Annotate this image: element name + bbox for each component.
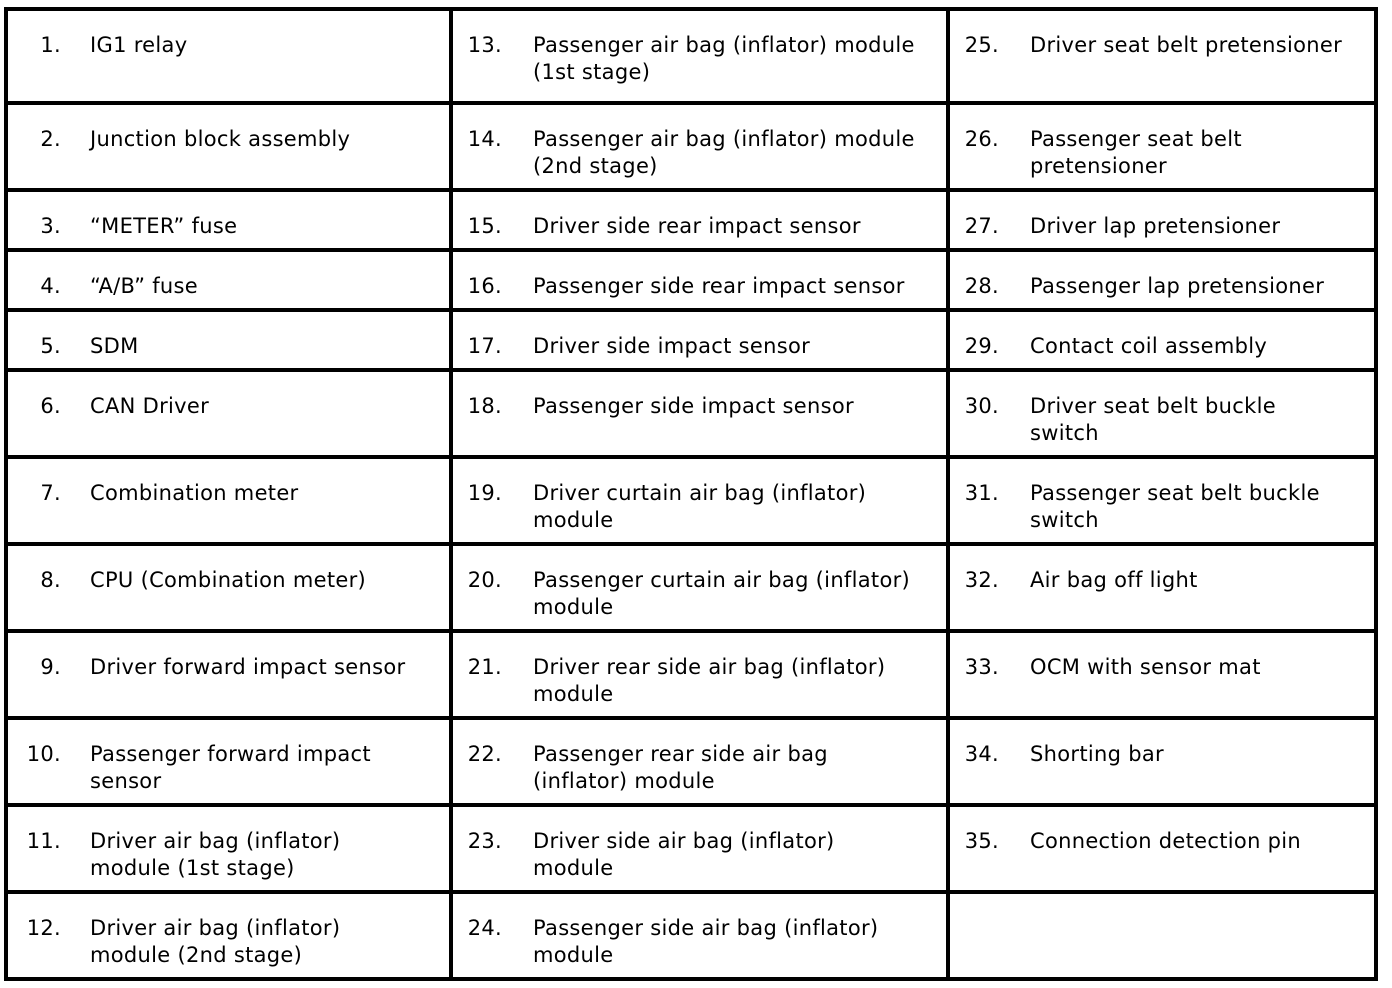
entry-label: Passenger side air bag (inflator) module: [533, 916, 879, 967]
legend-cell: [948, 250, 1376, 310]
legend-cell: [948, 103, 1376, 190]
legend-cell: [6, 190, 451, 250]
legend-row: [6, 718, 1376, 805]
legend-entry: [453, 372, 946, 420]
legend-cell: [948, 190, 1376, 250]
legend-entry: [8, 252, 449, 300]
entry-label: Driver side rear impact sensor: [533, 214, 861, 238]
entry-number: 25.: [964, 33, 999, 57]
entry-label: Passenger lap pretensioner: [1030, 274, 1325, 298]
entry-number: 17.: [467, 334, 502, 358]
entry-label: Driver rear side air bag (inflator) module: [533, 655, 886, 706]
entry-number: 33.: [964, 655, 999, 679]
legend-cell: [6, 250, 451, 310]
entry-number: 18.: [467, 394, 502, 418]
entry-number: 23.: [467, 829, 502, 853]
entry-label: Driver air bag (inflator) module (1st stage): [90, 829, 341, 880]
legend-entry: [453, 105, 946, 180]
entry-number: 35.: [964, 829, 999, 853]
legend-cell: [6, 103, 451, 190]
legend-row: [6, 310, 1376, 370]
legend-cell: [451, 310, 948, 370]
legend-body: [6, 9, 1376, 979]
legend-row: [6, 892, 1376, 979]
legend-entry: [950, 11, 1374, 59]
legend-cell: [451, 190, 948, 250]
legend-cell: [451, 370, 948, 457]
legend-row: [6, 631, 1376, 718]
entry-label: Passenger forward impact sensor: [90, 742, 371, 793]
entry-number: 3.: [40, 214, 61, 238]
legend-cell: [948, 457, 1376, 544]
legend-row: [6, 250, 1376, 310]
legend-row: [6, 103, 1376, 190]
legend-entry: [950, 720, 1374, 768]
legend-entry: [950, 372, 1374, 447]
entry-label: Passenger air bag (inflator) module (2nd stage): [533, 127, 915, 178]
entry-label: SDM: [90, 334, 139, 358]
entry-label: Passenger side rear impact sensor: [533, 274, 905, 298]
entry-label: Driver side impact sensor: [533, 334, 811, 358]
entry-number: 12.: [26, 916, 61, 940]
legend-entry: [950, 633, 1374, 681]
legend-cell: [948, 370, 1376, 457]
legend-entry: [453, 252, 946, 300]
legend-entry: [453, 807, 946, 882]
legend-entry: [8, 720, 449, 795]
entry-label: Passenger air bag (inflator) module (1st stage): [533, 33, 915, 84]
entry-label: “METER” fuse: [90, 214, 238, 238]
legend-cell: [451, 544, 948, 631]
legend-cell: [6, 805, 451, 892]
legend-entry: [950, 459, 1374, 534]
legend-cell: [451, 631, 948, 718]
legend-entry: [950, 192, 1374, 240]
entry-number: 8.: [40, 568, 61, 592]
entry-label: Driver side air bag (inflator) module: [533, 829, 835, 880]
entry-label: OCM with sensor mat: [1030, 655, 1261, 679]
legend-cell: [6, 370, 451, 457]
legend-entry: [8, 312, 449, 360]
entry-number: 20.: [467, 568, 502, 592]
legend-cell: [6, 631, 451, 718]
entry-label: Air bag off light: [1030, 568, 1198, 592]
entry-number: 5.: [40, 334, 61, 358]
entry-label: Passenger side impact sensor: [533, 394, 854, 418]
empty-cell: [948, 892, 1376, 979]
legend-cell: [451, 250, 948, 310]
entry-label: IG1 relay: [90, 33, 188, 57]
entry-number: 11.: [26, 829, 61, 853]
legend-cell: [948, 9, 1376, 103]
legend-entry: [8, 372, 449, 420]
entry-label: Driver air bag (inflator) module (2nd stage): [90, 916, 341, 967]
entry-number: 10.: [26, 742, 61, 766]
legend-entry: [8, 11, 449, 59]
legend-cell: [948, 310, 1376, 370]
entry-label: Passenger seat belt buckle switch: [1030, 481, 1320, 532]
entry-number: 7.: [40, 481, 61, 505]
entry-label: Driver lap pretensioner: [1030, 214, 1281, 238]
entry-number: 30.: [964, 394, 999, 418]
entry-number: 15.: [467, 214, 502, 238]
legend-row: [6, 457, 1376, 544]
legend-entry: [8, 807, 449, 882]
entry-number: 14.: [467, 127, 502, 151]
legend-cell: [6, 718, 451, 805]
legend-entry: [453, 633, 946, 708]
legend-entry: [453, 11, 946, 86]
legend-cell: [451, 103, 948, 190]
entry-label: CPU (Combination meter): [90, 568, 367, 592]
legend-entry: [8, 192, 449, 240]
entry-number: 2.: [40, 127, 61, 151]
entry-number: 28.: [964, 274, 999, 298]
entry-label: Driver seat belt buckle switch: [1030, 394, 1276, 445]
entry-label: Driver curtain air bag (inflator) module: [533, 481, 867, 532]
legend-entry: [950, 105, 1374, 180]
entry-label: Shorting bar: [1030, 742, 1164, 766]
entry-number: 24.: [467, 916, 502, 940]
entry-number: 13.: [467, 33, 502, 57]
legend-entry: [8, 459, 449, 507]
entry-label: Driver forward impact sensor: [90, 655, 406, 679]
legend-entry: [950, 546, 1374, 594]
legend-entry: [950, 807, 1374, 855]
entry-number: 22.: [467, 742, 502, 766]
entry-label: “A/B” fuse: [90, 274, 198, 298]
entry-number: 27.: [964, 214, 999, 238]
entry-number: 26.: [964, 127, 999, 151]
legend-cell: [451, 9, 948, 103]
entry-number: 21.: [467, 655, 502, 679]
legend-cell: [6, 9, 451, 103]
entry-number: 34.: [964, 742, 999, 766]
entry-label: Driver seat belt pretensioner: [1030, 33, 1342, 57]
entry-label: Passenger rear side air bag (inflator) module: [533, 742, 828, 793]
legend-entry: [453, 312, 946, 360]
entry-number: 9.: [40, 655, 61, 679]
entry-label: Passenger seat belt pretensioner: [1030, 127, 1242, 178]
legend-row: [6, 9, 1376, 103]
entry-label: Combination meter: [90, 481, 299, 505]
legend-entry: [453, 459, 946, 534]
legend-entry: [8, 633, 449, 681]
legend-cell: [6, 892, 451, 979]
legend-entry: [950, 252, 1374, 300]
entry-number: 16.: [467, 274, 502, 298]
entry-number: 19.: [467, 481, 502, 505]
component-legend-table: [4, 7, 1378, 981]
entry-number: 1.: [40, 33, 61, 57]
legend-entry: [8, 546, 449, 594]
legend-cell: [451, 892, 948, 979]
legend-cell: [948, 718, 1376, 805]
entry-number: 4.: [40, 274, 61, 298]
legend-entry: [453, 546, 946, 621]
entry-number: 32.: [964, 568, 999, 592]
legend-cell: [948, 805, 1376, 892]
legend-entry: [453, 192, 946, 240]
legend-cell: [948, 544, 1376, 631]
entry-label: Contact coil assembly: [1030, 334, 1268, 358]
legend-entry: [453, 894, 946, 969]
legend-row: [6, 805, 1376, 892]
entry-label: Junction block assembly: [90, 127, 351, 151]
entry-number: 29.: [964, 334, 999, 358]
legend-cell: [451, 718, 948, 805]
legend-entry: [8, 105, 449, 153]
entry-label: Passenger curtain air bag (inflator) module: [533, 568, 911, 619]
legend-cell: [451, 805, 948, 892]
legend-entry: [8, 894, 449, 969]
legend-cell: [6, 544, 451, 631]
entry-number: 6.: [40, 394, 61, 418]
legend-cell: [6, 310, 451, 370]
entry-label: Connection detection pin: [1030, 829, 1302, 853]
entry-label: CAN Driver: [90, 394, 210, 418]
legend-cell: [451, 457, 948, 544]
legend-row: [6, 190, 1376, 250]
legend-row: [6, 544, 1376, 631]
legend-entry: [453, 720, 946, 795]
legend-row: [6, 370, 1376, 457]
legend-cell: [948, 631, 1376, 718]
legend-entry: [950, 312, 1374, 360]
entry-number: 31.: [964, 481, 999, 505]
legend-cell: [6, 457, 451, 544]
